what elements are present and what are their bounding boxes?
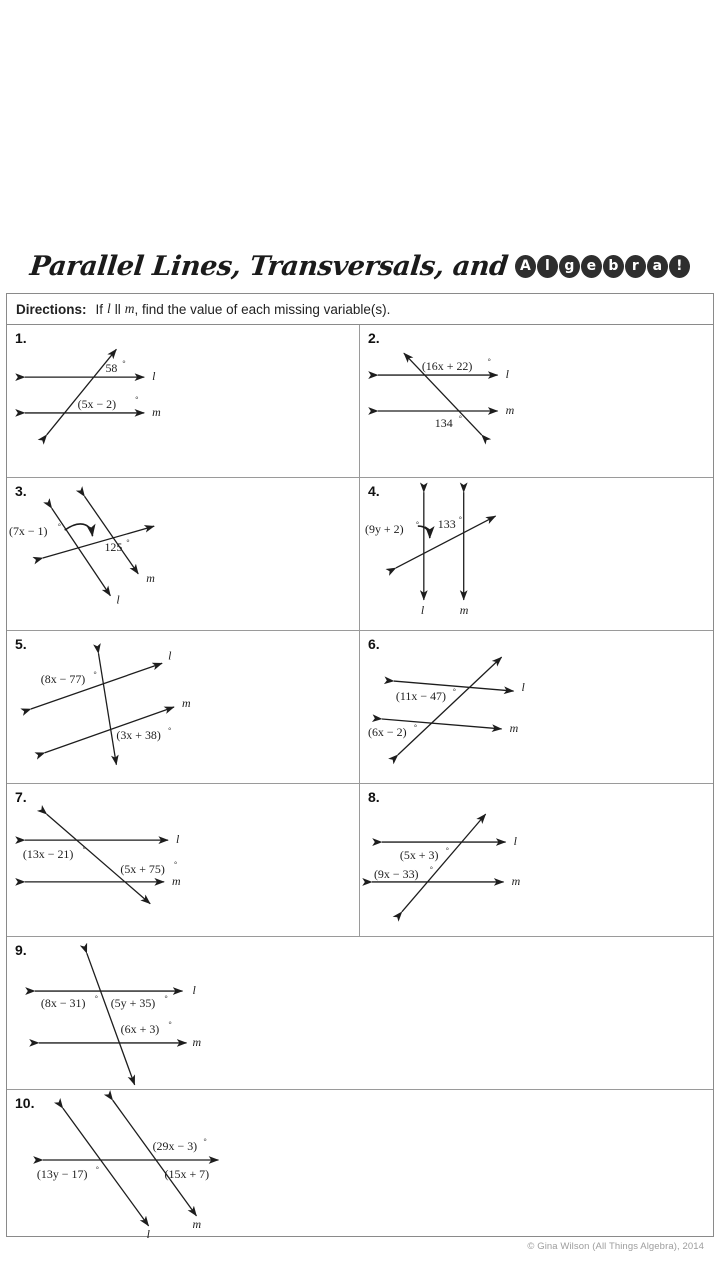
line-label-m: m <box>182 696 191 710</box>
bubble-letter: A <box>515 255 536 278</box>
bubble-letter: l <box>537 255 558 278</box>
angle-label: (13x − 21) <box>22 847 74 862</box>
degree-icon: ° <box>168 725 172 735</box>
problem-cell-7 <box>7 784 360 936</box>
problem-number: 4. <box>368 483 380 499</box>
title-script-text: Parallel Lines, Transversals, and <box>28 250 510 282</box>
problem-number: 7. <box>15 789 27 805</box>
figure-problem-1 <box>7 325 359 477</box>
degree-icon: ° <box>82 845 86 855</box>
problem-cell-2 <box>360 325 713 477</box>
copyright-footer: © Gina Wilson (All Things Algebra), 2014 <box>527 1241 704 1252</box>
problem-cell-8 <box>360 784 713 936</box>
line-label-l: l <box>168 648 172 663</box>
angle-label: (8x − 31) <box>40 996 86 1011</box>
page-title <box>0 243 720 289</box>
figure-problem-2 <box>360 325 713 477</box>
problem-number: 1. <box>15 330 27 346</box>
bubble-letter: g <box>559 255 580 278</box>
angle-label: (13y − 17) <box>36 1166 88 1181</box>
directions-line-l: l <box>107 301 111 316</box>
line-label-m: m <box>152 404 161 419</box>
line-label-m: m <box>172 873 181 888</box>
line-label-m: m <box>192 1034 202 1049</box>
angle-label: (6x + 3) <box>120 1021 160 1036</box>
problem-row <box>7 478 713 631</box>
problem-number: 10. <box>15 1095 35 1111</box>
directions-text-before: If <box>95 301 104 317</box>
line-label-l: l <box>513 834 517 849</box>
angle-label: (8x − 77) <box>40 672 86 687</box>
degree-icon: ° <box>174 859 178 869</box>
directions-label: Directions: <box>16 301 87 317</box>
problem-row <box>7 1090 713 1242</box>
degree-icon: ° <box>122 359 126 369</box>
problem-number: 2. <box>368 330 380 346</box>
directions-line-m: m <box>124 301 135 316</box>
problem-cell-10 <box>7 1090 713 1242</box>
problem-number: 8. <box>368 789 380 805</box>
problem-number: 5. <box>15 636 27 652</box>
line-label-l: l <box>521 680 525 695</box>
problem-row <box>7 631 713 784</box>
problem-row <box>7 937 713 1090</box>
angle-label: (11x − 47) <box>395 689 447 704</box>
angle-label: 125 <box>104 540 123 555</box>
figure-problem-10 <box>7 1090 713 1242</box>
problem-cell-9 <box>7 937 713 1089</box>
transversal <box>98 653 116 764</box>
problem-number: 9. <box>15 942 27 958</box>
angle-label: 58 <box>105 361 118 376</box>
bubble-letter: b <box>603 255 624 278</box>
degree-icon: ° <box>135 394 139 404</box>
line-label-l: l <box>146 1226 150 1241</box>
figure-problem-7 <box>7 784 359 936</box>
angle-label: 134 <box>434 415 453 430</box>
line-label-l: l <box>505 367 509 382</box>
angle-label: 133 <box>437 517 456 532</box>
angle-label: (9x − 33) <box>373 866 419 881</box>
angle-label: (6x − 2) <box>367 724 407 739</box>
degree-icon: ° <box>203 1137 207 1147</box>
worksheet-table <box>6 293 714 1241</box>
title-bubble-letters <box>515 255 690 278</box>
problem-cell-6 <box>360 631 713 783</box>
degree-icon: ° <box>126 538 130 548</box>
problem-cell-4 <box>360 478 713 630</box>
degree-icon: ° <box>452 687 456 697</box>
problem-row <box>7 325 713 478</box>
line-label-l: l <box>192 983 196 998</box>
angle-label: (15x + 7) <box>164 1166 210 1181</box>
angle-label: (5y + 35) <box>110 996 156 1011</box>
bubble-letter: e <box>581 255 602 278</box>
line-label-m: m <box>192 1216 202 1231</box>
line-label-m: m <box>459 602 469 617</box>
line-m <box>113 1100 197 1216</box>
parallel-symbol-icon: ll <box>114 301 121 317</box>
line-label-m: m <box>146 570 155 585</box>
degree-icon: ° <box>415 520 420 530</box>
directions-text-after: , find the value of each missing variable(s). <box>134 301 391 317</box>
degree-icon: ° <box>95 1164 99 1174</box>
figure-problem-5 <box>7 631 359 783</box>
figure-problem-8 <box>360 784 713 936</box>
degree-icon: ° <box>413 722 418 732</box>
figure-problem-3 <box>7 478 359 630</box>
problem-row <box>7 784 713 937</box>
line-label-m: m <box>509 720 519 735</box>
bubble-letter: r <box>625 255 646 278</box>
line-label-l: l <box>176 832 180 847</box>
line-label-m: m <box>511 873 521 888</box>
degree-icon: ° <box>57 522 61 532</box>
degree-icon: ° <box>94 994 98 1004</box>
transversal <box>399 814 486 912</box>
line-label-l: l <box>152 369 156 384</box>
angle-label: (29x − 3) <box>152 1139 198 1154</box>
degree-icon: ° <box>487 357 491 367</box>
problem-number: 3. <box>15 483 27 499</box>
degree-icon: ° <box>458 515 462 525</box>
figure-problem-6 <box>360 631 713 783</box>
degree-icon: ° <box>458 413 462 423</box>
degree-icon: ° <box>93 670 97 680</box>
transversal <box>87 953 135 1085</box>
transversal <box>395 657 502 755</box>
degree-icon: ° <box>445 846 449 856</box>
line-label-l: l <box>420 602 425 617</box>
angle-label: (5x − 2) <box>77 396 117 411</box>
line-label-l: l <box>116 592 120 607</box>
degree-icon: ° <box>168 1019 172 1029</box>
degree-icon: ° <box>164 994 168 1004</box>
figure-problem-9 <box>7 937 713 1089</box>
problem-number: 6. <box>368 636 380 652</box>
angle-label: (9y + 2) <box>364 522 404 537</box>
bubble-letter: a <box>647 255 668 278</box>
directions-row <box>7 294 713 325</box>
problem-cell-3 <box>7 478 360 630</box>
line-label-m: m <box>505 402 515 417</box>
angle-label: (16x + 22) <box>421 359 473 374</box>
angle-label: (7x − 1) <box>8 524 48 539</box>
problem-cell-5 <box>7 631 360 783</box>
figure-problem-4 <box>360 478 713 630</box>
angle-label: (3x + 38) <box>116 727 161 742</box>
angle-label: (5x + 75) <box>120 861 165 876</box>
angle-label: (5x + 3) <box>399 848 439 863</box>
degree-icon: ° <box>429 864 433 874</box>
bubble-letter: ! <box>669 255 690 278</box>
problem-cell-1 <box>7 325 360 477</box>
